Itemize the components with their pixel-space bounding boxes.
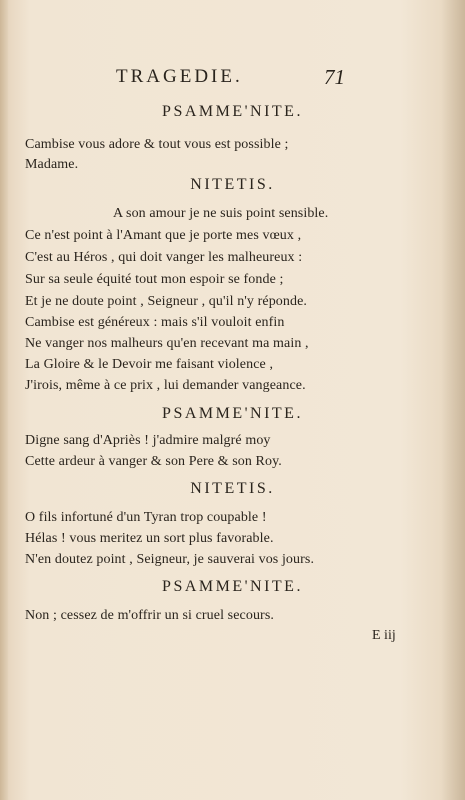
verse-line: O fils infortuné d'un Tyran trop coupable ! <box>25 510 267 525</box>
verse-line: Ce n'est point à l'Amant que je porte mes vœux , <box>25 228 302 243</box>
verse-line: Cette ardeur à vanger & son Pere & son Roy. <box>25 454 282 469</box>
page-number: 71 <box>324 65 345 89</box>
verse-line: Digne sang d'Apriès ! j'admire malgré moy <box>25 433 271 448</box>
speaker-heading: PSAMME'NITE. <box>162 578 303 595</box>
verse-line: N'en doutez point , Seigneur, je sauverai vos jours. <box>25 552 315 567</box>
signature-mark: E iij <box>372 628 396 643</box>
speaker-heading: NITETIS. <box>190 480 275 497</box>
speaker-heading: PSAMME'NITE. <box>162 405 303 422</box>
speaker-heading: PSAMME'NITE. <box>162 103 303 120</box>
verse-line: Et je ne doute point , Seigneur , qu'il n'y réponde. <box>25 294 308 309</box>
verse-line: Non ; cessez de m'offrir un si cruel secours. <box>25 608 274 623</box>
verse-line: J'irois, même à ce prix , lui demander vangeance. <box>25 378 306 393</box>
verse-line: Sur sa seule équité tout mon espoir se fonde ; <box>25 272 284 287</box>
verse-line: A son amour je ne suis point sensible. <box>113 206 329 221</box>
verse-line: La Gloire & le Devoir me faisant violence , <box>25 357 274 372</box>
verse-line: Cambise est généreux : mais s'il vouloit enfin <box>25 315 285 330</box>
verse-line: Ne vanger nos malheurs qu'en recevant ma main , <box>25 336 309 351</box>
verse-line: Hélas ! vous meritez un sort plus favorable. <box>25 531 274 546</box>
running-head-title: TRAGEDIE. <box>116 66 243 87</box>
verse-line: C'est au Héros , qui doit vanger les malheureux : <box>25 250 303 265</box>
verse-line: Cambise vous adore & tout vous est possible ; <box>25 137 289 152</box>
verse-line: Madame. <box>25 157 79 172</box>
speaker-heading: NITETIS. <box>190 176 275 193</box>
